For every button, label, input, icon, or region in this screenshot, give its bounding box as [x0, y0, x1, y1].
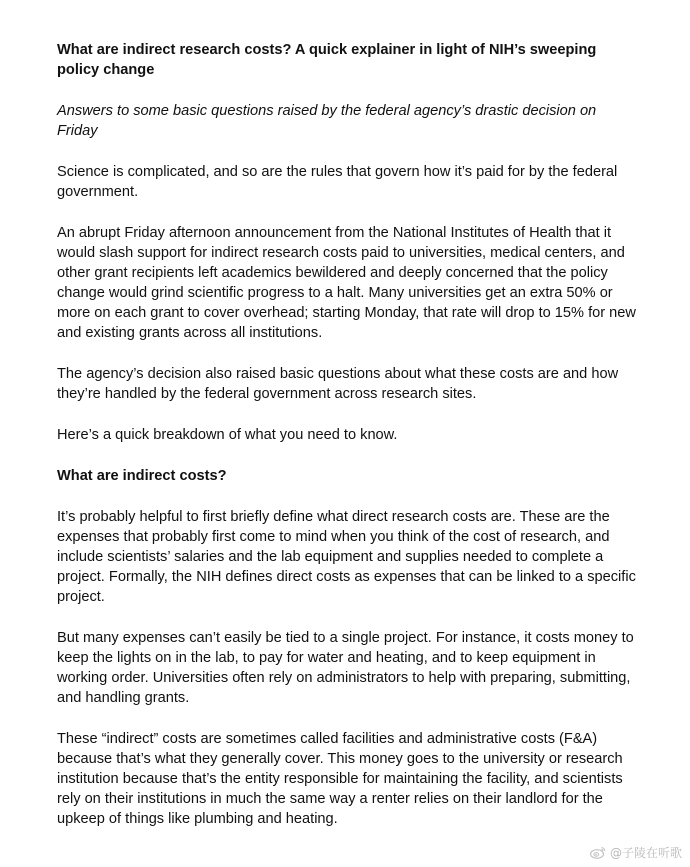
watermark-text: @子陵在听歌 [609, 846, 682, 860]
paragraph: But many expenses can’t easily be tied to a single project. For instance, it costs money to keep the lights on in the lab, to pay for water and heating, and to keep equipment in working order. Universities often rely on administrators to help with preparing, submitting, and handling grants. [57, 630, 634, 706]
paragraph: The agency’s decision also raised basic questions about what these costs are and how they’re handled by the federal government across research sites. [57, 366, 619, 402]
article-title: What are indirect research costs? A quick explainer in light of NIH’s sweeping policy change [57, 42, 597, 78]
paragraph: Here’s a quick breakdown of what you need to know. [57, 427, 398, 443]
section-heading: What are indirect costs? [57, 468, 227, 484]
watermark [590, 844, 682, 861]
paragraph: It’s probably helpful to first briefly define what direct research costs are. These are the expenses that probably first come to mind when you think of the cost of research, and include scientists’ salaries and the lab equipment and supplies needed to complete a project. Formally, the NIH defines direct costs as expenses that can be linked to a specific project. [57, 509, 636, 605]
article-subtitle: Answers to some basic questions raised by the federal agency’s drastic decision on Friday [57, 103, 597, 139]
paragraph: These “indirect” costs are sometimes called facilities and administrative costs (F&A) because that’s what they generally cover. This money goes to the university or research institution because that’s the entity responsible for maintaining the facility, and scientists rely on their institutions in much the same way a renter relies on their landlord for the upkeep of things like plumbing and heating. [57, 731, 623, 827]
article [57, 40, 637, 850]
weibo-logo-icon [590, 846, 606, 859]
paragraph: An abrupt Friday afternoon announcement from the National Institutes of Health that it would slash support for indirect research costs paid to universities, medical centers, and other grant recipients left academics bewildered and deeply concerned that the policy change would grind scientific progress to a halt. Many universities get an extra 50% or more on each grant to cover overhead; starting Monday, that rate will drop to 15% for new and existing grants across all institutions. [57, 225, 636, 341]
paragraph: Science is complicated, and so are the rules that govern how it’s paid for by the federal government. [57, 164, 618, 200]
